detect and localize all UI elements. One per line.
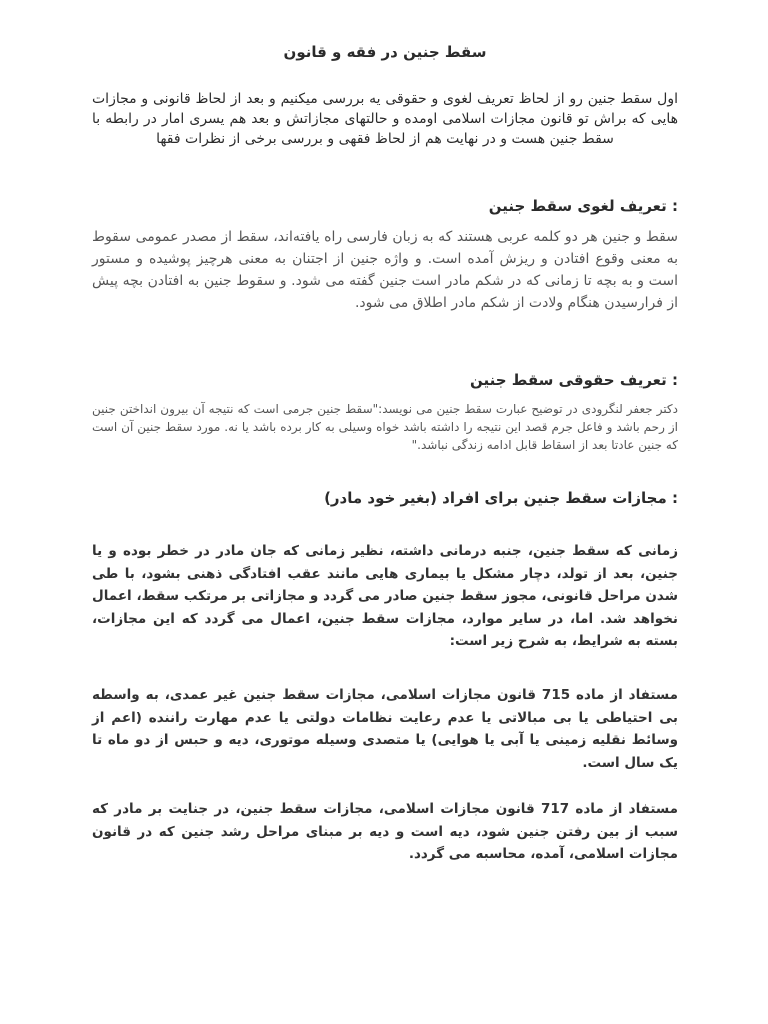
document-title: سقط جنین در فقه و قانون [283,43,487,61]
heading-punishment: : مجازات سقط جنین برای افراد (بغیر خود مادر) [324,489,678,507]
heading-lexical-definition: : تعریف لغوی سقط جنین [488,197,678,215]
paragraph-legal-definition: دکتر جعفر لنگرودی در توضیح عبارت سقط جنین می نویسد:"سقط جنین جرمی است که نتیجه آن بیرون انداختن جنین از رحم باشد و فاعل جرم قصد این نتیجه را داشته باشد خواه وسیلی به کار برده باشد یا نه. مورد سقط جنین آن است که جنین عادتا بعد از اسقاط قابل ادامه زندگی نباشد." [92,402,678,452]
intro-paragraph: اول سقط جنین رو از لحاظ تعریف لغوی و حقوقی یه بررسی میکنیم و بعد از لحاظ قانونی و مجازات هایی که براش تو قانون مجازات اسلامی اومده و حالتهای مجازاتش و بعد هم یسری امار در رابطه با سقط جنین هست و در نهایت هم از لحاظ فقهی و بررسی برخی از نظرات فقها [92,91,678,147]
paragraph-article-715: مستفاد از ماده 715 قانون مجازات اسلامی، مجازات سقط جنین غیر عمدی، به واسطه بی احتیاطی یا بی مبالاتی یا عدم رعایت نظامات دولتی یا عدم مهارت راننده (اعم از وسائط نقلیه زمینی یا آبی یا هوایی) یا متصدی وسیله موتوری، دیه و حبس از دو ماه تا یک سال است. [92,687,678,771]
heading-legal-definition: : تعریف حقوقی سقط جنین [470,371,678,389]
paragraph-punishment-intro: زمانی که سقط جنین، جنبه درمانی داشته، نظیر زمانی که جان مادر در خطر بوده و یا جنین، بعد از تولد، دچار مشکل یا بیماری هایی مانند عقب افتادگی ذهنی بشود، با طی شدن مراحل قانونی، مجوز سقط جنین صادر می گردد و مجازاتی بر مرتکب سقط، اعمال نخواهد شد. اما، در سایر موارد، مجازات سقط جنین، اعمال می گردد که این مجازات، بسته به شرایط، به شرح زیر است: [92,543,678,649]
paragraph-lexical-definition: سقط و جنین هر دو کلمه عربی هستند که به زبان فارسی راه یافته‌اند، سقط از مصدر عمومی سقوط به معنی وقوع افتادن و ریزش آمده است. و واژه جنین از اجتنان به معنی هرچیز پوشیده و مستور است و به بچه تا زمانی که در شکم مادر است جنین گفته می شود. و سقوط جنین به افتادن بچه پیش از فرارسیدن هنگام ولادت از شکم مادر اطلاق می شود. [92,229,678,311]
paragraph-article-717: مستفاد از ماده 717 قانون مجازات اسلامی، مجازات سقط جنین، در جنایت بر مادر که سبب از بین رفتن جنین شود، دیه است و دیه بر مبنای مراحل رشد جنین که در قانون مجازات اسلامی، آمده، محاسبه می گردد. [92,801,678,862]
